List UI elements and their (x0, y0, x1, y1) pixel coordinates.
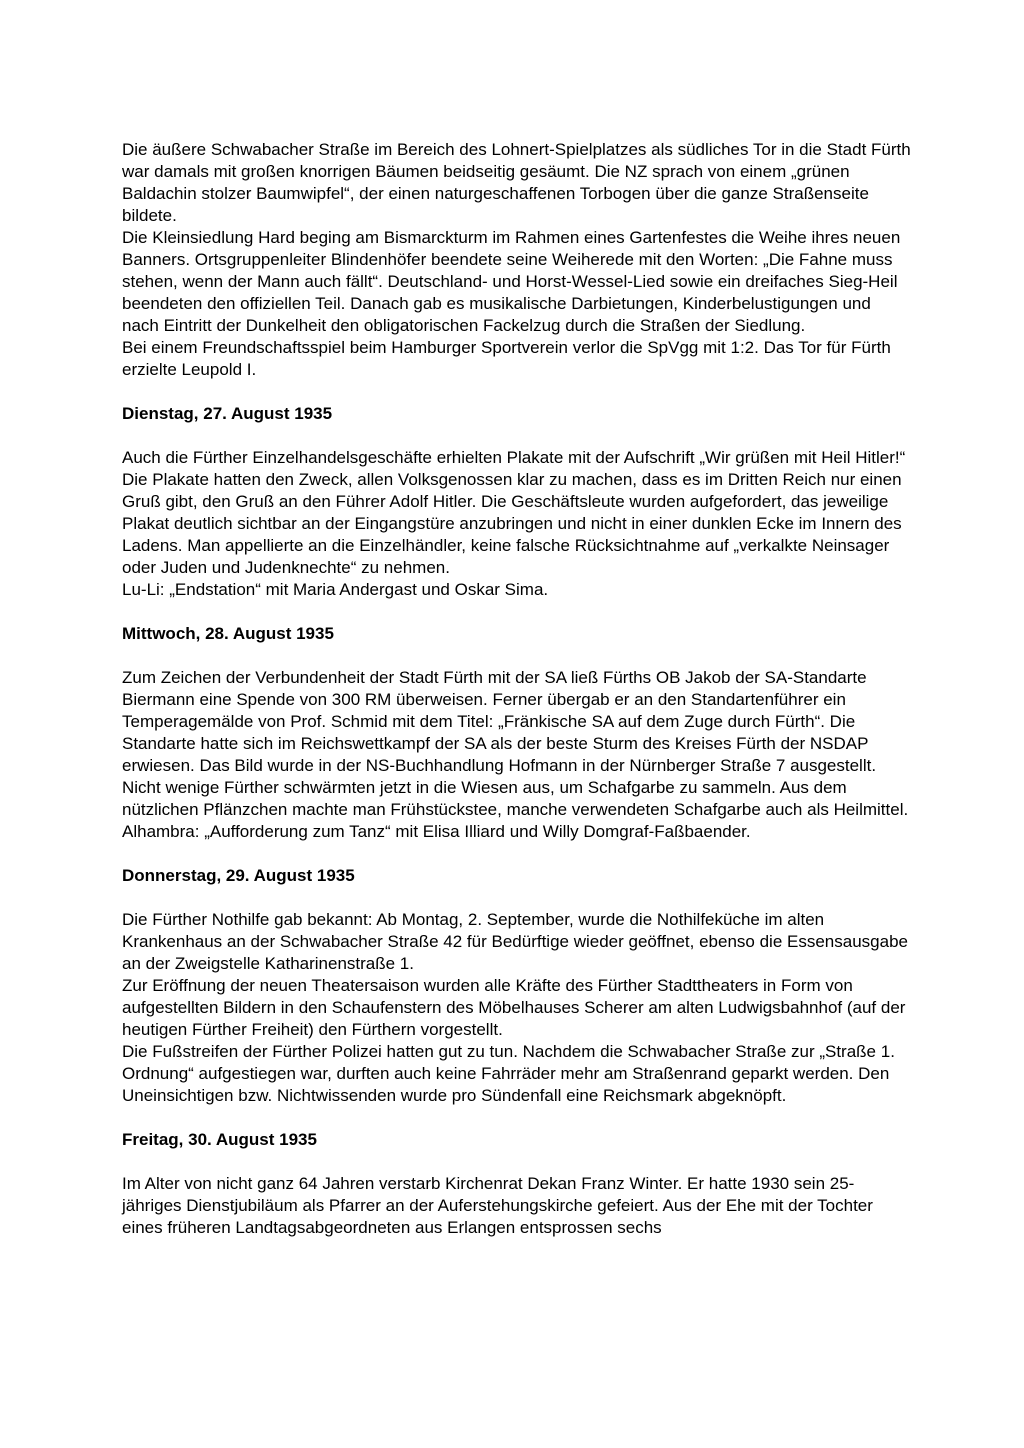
paragraph-fussstreifen-polizei: Die Fußstreifen der Fürther Polizei hatten gut zu tun. Nachdem die Schwabacher Straße zur „Straße 1. Ordnung“ aufgestiegen war, durften auch keine Fahrräder mehr am Straßenrand geparkt werden. Den Uneinsichtigen bzw. Nichtwissenden wurde pro Sündenfall eine Reichsmark abgeknöpft. (122, 1042, 895, 1105)
document-body (122, 139, 912, 1239)
paragraph-plakate-heil-hitler: Auch die Fürther Einzelhandelsgeschäfte erhielten Plakate mit der Aufschrift „Wir grüßen mit Heil Hitler!“ Die Plakate hatten den Zweck, allen Volksgenossen klar zu machen, dass es im Dritten Reich nur einen Gruß gibt, den Gruß an den Führer Adolf Hitler. Die Geschäftsleute wurden aufgefordert, das jeweilige Plakat deutlich sichtbar an der Eingangstüre anzubringen und nicht in einer dunklen Ecke im Innern des Ladens. Man appellierte an die Einzelhändler, keine falsche Rücksichtnahme auf „verkalkte Neinsager oder Juden und Judenknechte“ zu nehmen. (122, 448, 906, 577)
intro-paragraph-freundschaftsspiel: Bei einem Freundschaftsspiel beim Hamburger Sportverein verlor die SpVgg mit 1:2. Das Tor für Fürth erzielte Leupold I. (122, 338, 891, 379)
intro-paragraph-schwabacher-strasse: Die äußere Schwabacher Straße im Bereich des Lohnert-Spielplatzes als südliches Tor in die Stadt Fürth war damals mit großen knorrigen Bäumen beidseitig gesäumt. Die NZ sprach von einem „grünen Baldachin stolzer Baumwipfel“, der einen naturgeschaffenen Torbogen über die ganze Straßenseite bildete. (122, 140, 911, 225)
day-heading-freitag-30-august: Freitag, 30. August 1935 (122, 1130, 317, 1149)
paragraph-kino-lu-li: Lu-Li: „Endstation“ mit Maria Andergast und Oskar Sima. (122, 580, 549, 599)
paragraph-theatersaison: Zur Eröffnung der neuen Theatersaison wurden alle Kräfte des Fürther Stadttheaters in Form von aufgestellten Bildern in den Schaufenstern des Möbelhauses Scherer am alten Ludwigsbahnhof (auf der heutigen Fürther Freiheit) den Fürthern vorgestellt. (122, 976, 906, 1039)
intro-paragraph-kleinsiedlung-hard: Die Kleinsiedlung Hard beging am Bismarckturm im Rahmen eines Gartenfestes die Weihe ihres neuen Banners. Ortsgruppenleiter Blindenhöfer beendete seine Weiherede mit den Worten: „Die Fahne muss stehen, wenn der Mann auch fällt“. Deutschland- und Horst-Wessel-Lied sowie ein dreifaches Sieg-Heil beendeten den offiziellen Teil. Danach gab es musikalische Darbietungen, Kinderbelustigungen und nach Eintritt der Dunkelheit den obligatorischen Fackelzug durch die Straßen der Siedlung. (122, 228, 901, 335)
paragraph-kino-alhambra: Alhambra: „Aufforderung zum Tanz“ mit Elisa Illiard und Willy Domgraf-Faßbaender. (122, 822, 751, 841)
day-heading-mittwoch-28-august: Mittwoch, 28. August 1935 (122, 624, 334, 643)
paragraph-nothilfekueche: Die Fürther Nothilfe gab bekannt: Ab Montag, 2. September, wurde die Nothilfeküche im alten Krankenhaus an der Schwabacher Straße 42 für Bedürftige wieder geöffnet, ebenso die Essensausgabe an der Zweigstelle Katharinenstraße 1. (122, 910, 908, 973)
paragraph-schafgarbe: Nicht wenige Fürther schwärmten jetzt in die Wiesen aus, um Schafgarbe zu sammeln. Aus dem nützlichen Pflänzchen machte man Frühstückstee, manche verwendeten Schafgarbe auch als Heilmittel. (122, 778, 909, 819)
paragraph-dekan-franz-winter: Im Alter von nicht ganz 64 Jahren verstarb Kirchenrat Dekan Franz Winter. Er hatte 1930 sein 25-jähriges Dienstjubiläum als Pfarrer an der Auferstehungskirche gefeiert. Aus der Ehe mit der Tochter eines früheren Landtagsabgeordneten aus Erlangen entsprossen sechs (122, 1174, 873, 1237)
paragraph-sa-standarte-spende: Zum Zeichen der Verbundenheit der Stadt Fürth mit der SA ließ Fürths OB Jakob der SA-Standarte Biermann eine Spende von 300 RM überweisen. Ferner übergab er an den Standartenführer ein Temperagemälde von Prof. Schmid mit dem Titel: „Fränkische SA auf dem Zuge durch Fürth“. Die Standarte hatte sich im Reichswettkampf der SA als der beste Sturm des Kreises Fürth der NSDAP erwiesen. Das Bild wurde in der NS-Buchhandlung Hofmann in der Nürnberger Straße 7 ausgestellt. (122, 668, 877, 775)
day-heading-donnerstag-29-august: Donnerstag, 29. August 1935 (122, 866, 355, 885)
day-heading-dienstag-27-august: Dienstag, 27. August 1935 (122, 404, 333, 423)
